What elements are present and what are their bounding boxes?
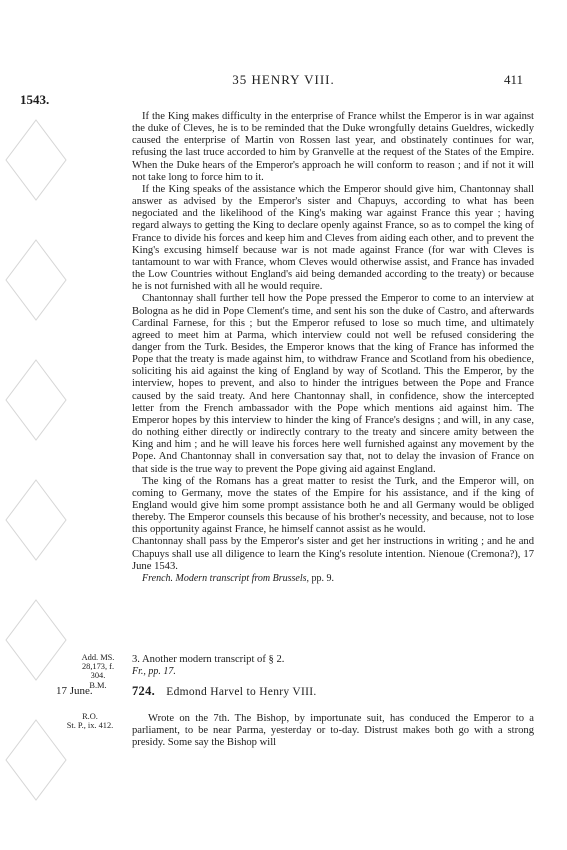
paragraph: The king of the Romans has a great matter to resist the Turk, and the Emperor will, on coming to Germany, move the states of the Empire for his assistance, and if the king of England would give him some prompt assistance both he and all Germany would be obliged thereby. The Emperor counsels this because of his brother's necessity, and because, not to lose this opportunity against France, he himself cannot assist as he would.: [132, 475, 534, 536]
running-header-title: 35 HENRY VIII.: [232, 72, 335, 87]
paragraph: Chantonnay shall further tell how the Pope pressed the Emperor to come to an interview at Bologna as he did in Pope Clement's time, and sent his son the duke of Castro, and afterwards Cardinal Farnese, for this ; but the Emperor refused to lose so much time, and ultimately agreed to meet him at Parma, which interview could not well be refused considering the danger from the Turk. Besides, the Emperor knows that the king of France has informed the Pope that the treaty is made against him, to withdraw France and Scotland from his obedience, soliciting his aid against the king of England by way of Scotland. This the Emperor, by the interview, hopes to prevent, and also to hinder the intrigues between the Pope and France caused by the said treaty. And here Chantonnay shall, in confidence, show the intercepted letter from the French ambassador with the Pope which mentions aid against him. The Emperor hopes by this interview to hinder the king of France's designs ; and will, in any case, do nothing either directly or indirectly contrary to the treaty and sincere amity between the King and him ; and he will leave his forces here well furnished against any movement by the Pope. And Chantonnay shall in conversation say that, not to delay the invasion of France on that side is the true way to prevent the Pope giving aid against England.: [132, 293, 534, 475]
entry-title: Edmond Harvel to Henry VIII.: [166, 686, 317, 698]
paragraph: If the King makes difficulty in the enterprise of France whilst the Emperor is in war against the duke of Cleves, he is to be reminded that the Duke wrongfully detains Gueldres, wickedly caused the enterprise of Martin von Rossen last year, and obstinately continues for war, refusing the last truce accorded to him by Granvelle at the request of the States of the Empire. When the Duke hears of the Emperor's approach he will conform to reason ; and if not it will not take long to force him to it.: [132, 111, 534, 183]
main-text-column: [132, 111, 534, 585]
transcript-note: 3. Another modern transcript of § 2.: [132, 654, 285, 665]
page-number: 411: [503, 72, 523, 87]
entry-number: 724.: [132, 684, 156, 698]
year-heading: 1543.: [20, 92, 50, 107]
source-note: [132, 573, 534, 585]
entry-heading: [132, 684, 317, 699]
library-watermark: [0, 90, 72, 850]
paragraph: If the King speaks of the assistance which the Emperor should give him, Chantonnay shall answer as advised by the Emperor's sister and Chapuys, according to what has been negociated and the likelihood of the King's making war against France this year ; having regard always to getting the King to declare openly against France, so as to compel the king of France to divide his forces and keep him and Cleves from aiding each other, and to prevent the King's excusing himself because war is not made against France (for war with Cleves is tantamount to war with France, whom Cleves would otherwise assist, and France has invaded the Low Countries without England's aid being demanded according to the treaty) or because he is not furnished with all he would require.: [132, 183, 534, 293]
margin-line: St. P., ix. 412.: [66, 721, 114, 731]
source-note-pages: pp. 9.: [311, 572, 335, 584]
margin-line: Add. MS.: [81, 653, 115, 662]
entry-date: 17 June.: [56, 685, 93, 697]
entry-text: Wrote on the 7th. The Bishop, by importunate suit, has conduced the Emperor to a parliament, to be near Parma, yesterday or to-day. Distrust makes both go with a strong presidy. Some say the Bishop will: [132, 713, 534, 749]
source-note-text: French. Modern transcript from Brussels,: [142, 572, 310, 584]
margin-reference-ro: [64, 712, 116, 730]
transcript-note-pages: Fr., pp. 17.: [132, 666, 176, 677]
margin-line: B.M.: [89, 680, 107, 690]
margin-line: 28,173, f. 304.: [81, 662, 115, 681]
margin-line: R.O.: [82, 712, 98, 721]
paragraph: Chantonnay shall pass by the Emperor's sister and get her instructions in writing ; and he and Chapuys shall use all diligence to learn the King's resolute intention. Nienoue (Cremona?), 17 June 1543.: [132, 536, 534, 572]
